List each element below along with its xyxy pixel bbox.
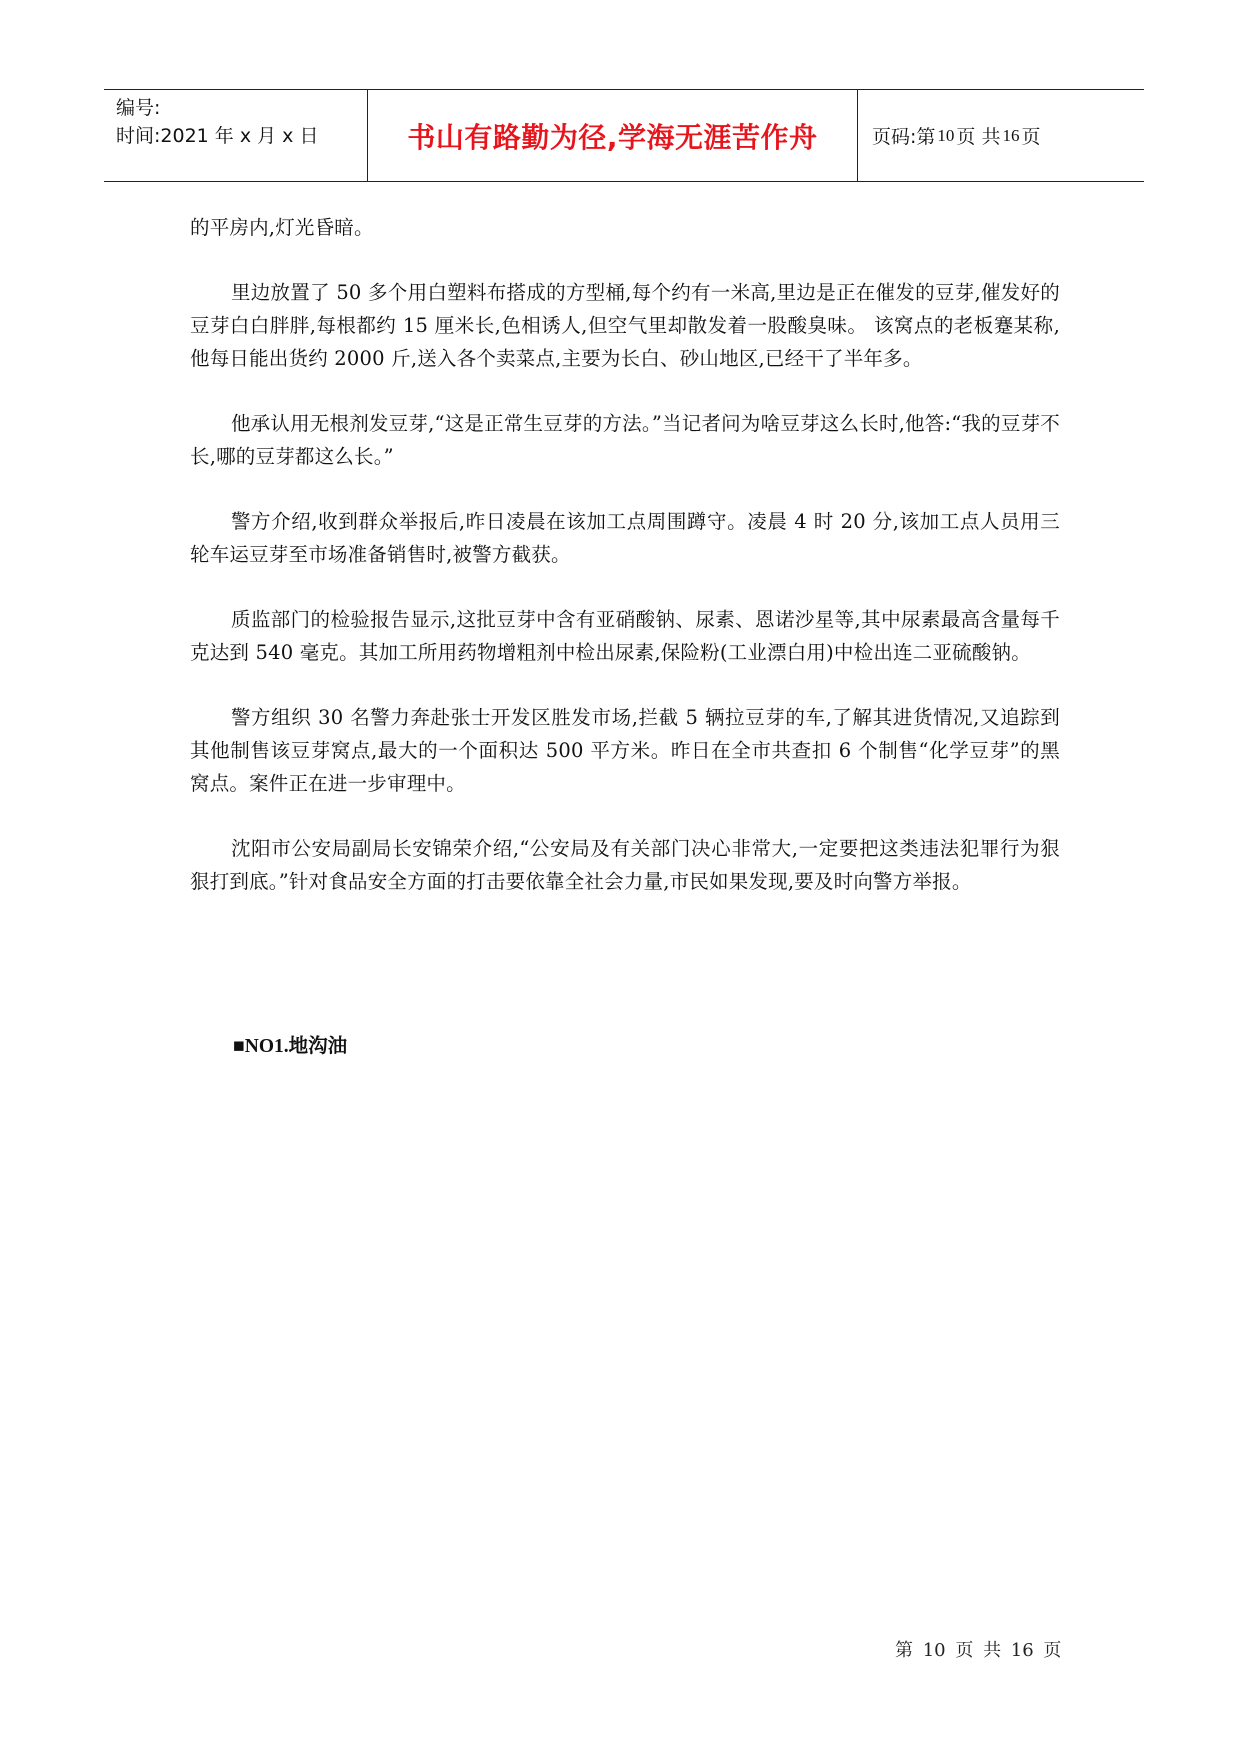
article-body <box>190 211 1060 930</box>
page-current: 10 <box>937 125 955 145</box>
serial-label: 编号: <box>116 97 161 119</box>
paragraph: 质监部门的检验报告显示,这批豆芽中含有亚硝酸钠、尿素、恩诺沙星等,其中尿素最高含量每千克达到 540 毫克。其加工所用药物增粗剂中检出尿素,保险粉(工业漂白用)中检出连二亚硫酸钠。 <box>190 608 1060 664</box>
page-total: 16 <box>1002 125 1020 145</box>
paragraph: 沈阳市公安局副局长安锦荣介绍,“公安局及有关部门决心非常大,一定要把这类违法犯罪行为狠狠打到底。”针对食品安全方面的打击要依靠全社会力量,市民如果发现,要及时向警方举报。 <box>190 837 1060 893</box>
page-footer: 第 10 页 共 16 页 <box>895 1640 1062 1661</box>
time-label: 时间:2021 年 x 月 x 日 <box>116 125 319 147</box>
page-prefix: 页码:第 <box>872 126 936 148</box>
header-page-info <box>858 90 1144 181</box>
page-suffix: 页 <box>1021 126 1041 148</box>
header-meta <box>104 90 368 181</box>
section-heading: ■NO1.地沟油 <box>233 1036 348 1057</box>
page-mid: 页 共 <box>956 126 1001 148</box>
paragraph: 警方组织 30 名警力奔赴张士开发区胜发市场,拦截 5 辆拉豆芽的车,了解其进货情况,又追踪到其他制售该豆芽窝点,最大的一个面积达 500 平方米。昨日在全市共查扣 6 个制售“化学豆芽”的黑窝点。案件正在进一步审理中。 <box>190 706 1060 795</box>
header-motto: 书山有路勤为径,学海无涯苦作舟 <box>368 90 858 181</box>
paragraph: 的平房内,灯光昏暗。 <box>190 216 374 239</box>
page-header <box>104 89 1144 182</box>
paragraph: 他承认用无根剂发豆芽,“这是正常生豆芽的方法。”当记者问为啥豆芽这么长时,他答:“我的豆芽不长,哪的豆芽都这么长。” <box>190 412 1060 468</box>
paragraph: 警方介绍,收到群众举报后,昨日凌晨在该加工点周围蹲守。凌晨 4 时 20 分,该加工点人员用三轮车运豆芽至市场准备销售时,被警方截获。 <box>190 510 1060 566</box>
paragraph: 里边放置了 50 多个用白塑料布搭成的方型桶,每个约有一米高,里边是正在催发的豆芽,催发好的豆芽白白胖胖,每根都约 15 厘米长,色相诱人,但空气里却散发着一股酸臭味。 该窝点的老板蹇某称,他每日能出货约 2000 斤,送入各个卖菜点,主要为长白、砂山地区,已经干了半年多。 <box>190 281 1060 370</box>
